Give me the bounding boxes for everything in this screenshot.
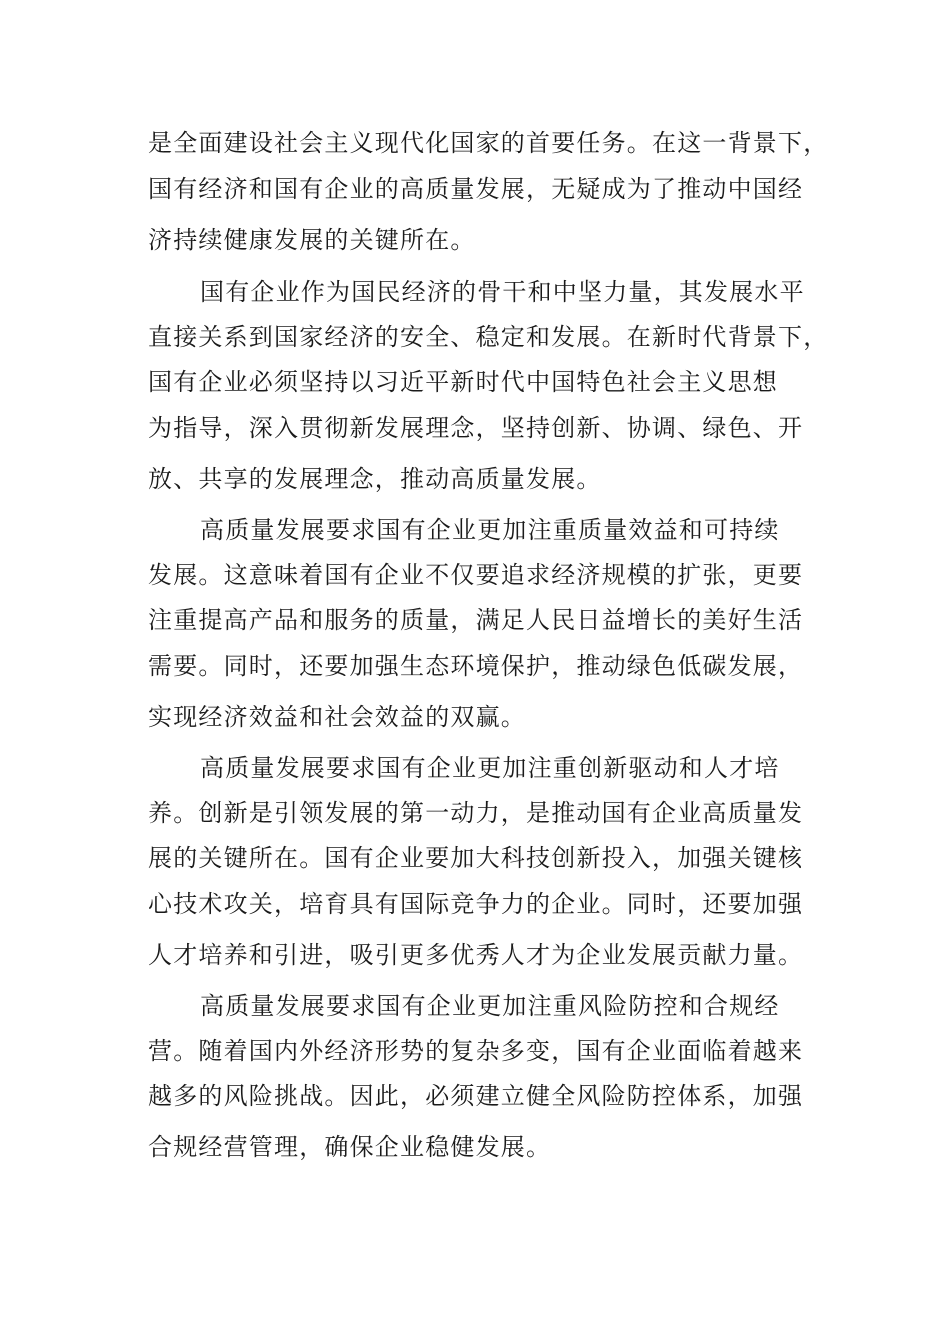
paragraph-4-line-2: 养。创新是引领发展的第一动力，是推动国有企业高质量发: [148, 799, 804, 827]
paragraph-5-line-2: 营。随着国内外经济形势的复杂多变，国有企业面临着越来: [148, 1037, 804, 1065]
paragraph-1-line-3: 济持续健康发展的关键所在。: [148, 226, 476, 254]
paragraph-2-line-4: 为指导，深入贯彻新发展理念，坚持创新、协调、绿色、开: [148, 414, 804, 442]
paragraph-2-line-1: 国有企业作为国民经济的骨干和中坚力量，其发展水平: [200, 278, 805, 306]
paragraph-4-line-3: 展的关键所在。国有企业要加大科技创新投入，加强关键核: [148, 844, 804, 872]
paragraph-1-line-2: 国有经济和国有企业的高质量发展，无疑成为了推动中国经: [148, 175, 804, 203]
paragraph-5-line-3: 越多的风险挑战。因此，必须建立健全风险防控体系，加强: [148, 1082, 804, 1110]
paragraph-2-line-5: 放、共享的发展理念，推动高质量发展。: [148, 465, 602, 493]
paragraph-3-line-3: 注重提高产品和服务的质量，满足人民日益增长的美好生活: [148, 606, 804, 634]
paragraph-3-line-2: 发展。这意味着国有企业不仅要追求经济规模的扩张，更要: [148, 561, 804, 589]
paragraph-3-line-5: 实现经济效益和社会效益的双赢。: [148, 703, 526, 731]
paragraph-4-line-4: 心技术攻关，培育具有国际竞争力的企业。同时，还要加强: [148, 890, 804, 918]
paragraph-4-line-5: 人才培养和引进，吸引更多优秀人才为企业发展贡献力量。: [148, 941, 804, 969]
paragraph-1-line-1: 是全面建设社会主义现代化国家的首要任务。在这一背景下，: [148, 129, 829, 157]
paragraph-3-line-4: 需要。同时，还要加强生态环境保护，推动绿色低碳发展，: [148, 652, 804, 680]
paragraph-4-line-1: 高质量发展要求国有企业更加注重创新驱动和人才培: [200, 754, 780, 782]
paragraph-3-line-1: 高质量发展要求国有企业更加注重质量效益和可持续: [200, 516, 780, 544]
paragraph-5-line-4: 合规经营管理，确保企业稳健发展。: [148, 1133, 552, 1161]
paragraph-2-line-3: 国有企业必须坚持以习近平新时代中国特色社会主义思想: [148, 368, 778, 396]
paragraph-2-line-2: 直接关系到国家经济的安全、稳定和发展。在新时代背景下，: [148, 323, 829, 351]
paragraph-5-line-1: 高质量发展要求国有企业更加注重风险防控和合规经: [200, 992, 780, 1020]
